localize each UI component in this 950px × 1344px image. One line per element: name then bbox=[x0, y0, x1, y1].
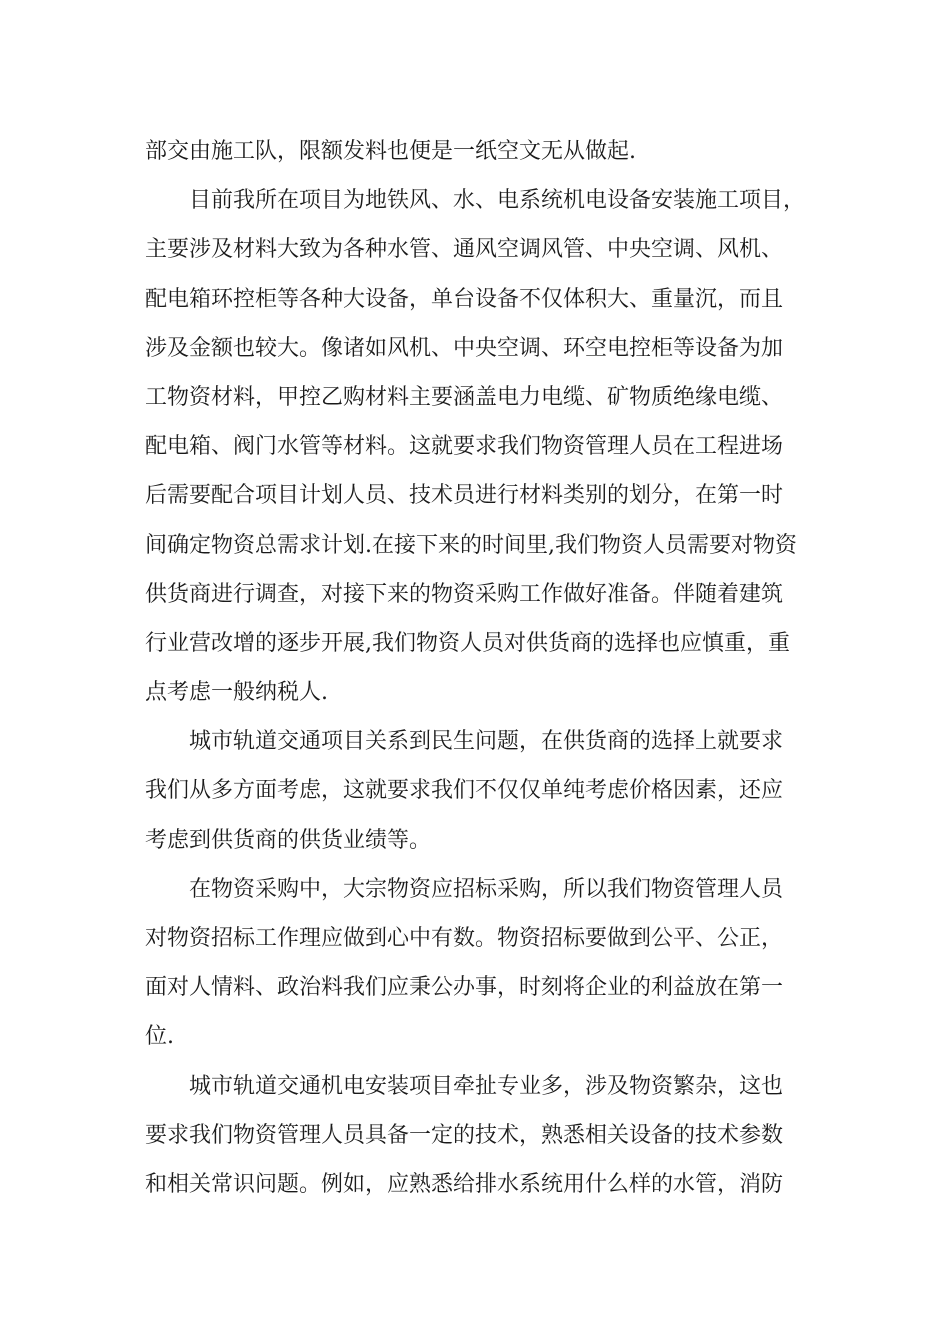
text-line: 和相关常识问题。例如，应熟悉给排水系统用什么样的水管，消防 bbox=[145, 1171, 784, 1197]
text-line: 考虑到供货商的供货业绩等。 bbox=[145, 827, 432, 853]
paragraph-first-line: 城市轨道交通机电安装项目牵扯专业多，涉及物资繁杂，这也 bbox=[189, 1073, 784, 1099]
text-line: 主要涉及材料大致为各种水管、通风空调风管、中央空调、风机、 bbox=[145, 237, 784, 263]
text-line: 配电箱环控柜等各种大设备，单台设备不仅体积大、重量沉，而且 bbox=[145, 286, 784, 312]
text-line: 配电箱、阀门水管等材料。这就要求我们物资管理人员在工程进场 bbox=[145, 434, 784, 460]
paragraph-first-line: 在物资采购中，大宗物资应招标采购，所以我们物资管理人员 bbox=[189, 876, 784, 902]
text-line: 部交由施工队，限额发料也便是一纸空文无从做起. bbox=[145, 139, 636, 164]
text-line: 后需要配合项目计划人员、技术员进行材料类别的划分，在第一时 bbox=[145, 483, 784, 509]
paragraph-first-line: 城市轨道交通项目关系到民生问题，在供货商的选择上就要求 bbox=[189, 729, 784, 755]
text-line: 涉及金额也较大。像诸如风机、中央空调、环空电控柜等设备为加 bbox=[145, 335, 784, 361]
text-line: 供货商进行调查，对接下来的物资采购工作做好准备。伴随着建筑 bbox=[145, 581, 784, 607]
document-body bbox=[145, 127, 805, 1209]
text-line: 行业营改增的逐步开展,我们物资人员对供货商的选择也应慎重，重 bbox=[145, 630, 790, 656]
text-line: 点考虑一般纳税人. bbox=[145, 680, 328, 706]
text-line: 工物资材料，甲控乙购材料主要涵盖电力电缆、矿物质绝缘电缆、 bbox=[145, 384, 784, 410]
text-line: 要求我们物资管理人员具备一定的技术，熟悉相关设备的技术参数 bbox=[145, 1122, 784, 1148]
text-line: 位. bbox=[145, 1024, 174, 1050]
text-line: 对物资招标工作理应做到心中有数。物资招标要做到公平、公正， bbox=[145, 926, 784, 951]
text-line: 我们从多方面考虑，这就要求我们不仅仅单纯考虑价格因素，还应 bbox=[145, 778, 784, 804]
text-line: 面对人情料、政治料我们应秉公办事，时刻将企业的利益放在第一 bbox=[145, 975, 784, 1001]
text-line: 间确定物资总需求计划.在接下来的时间里,我们物资人员需要对物资 bbox=[145, 532, 797, 558]
paragraph-first-line: 目前我所在项目为地铁风、水、电系统机电设备安装施工项目， bbox=[189, 188, 806, 214]
